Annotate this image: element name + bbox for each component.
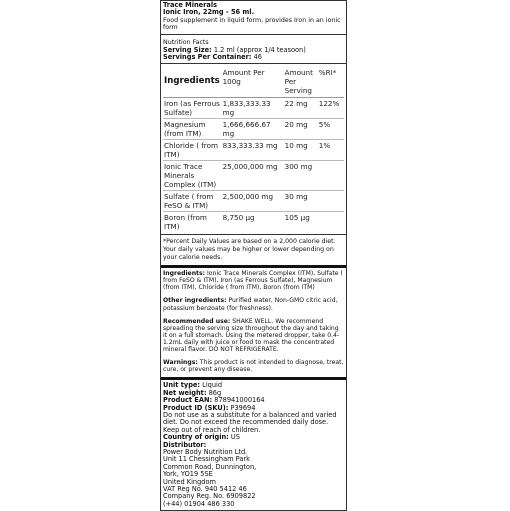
table-cell: Ionic Trace Minerals Complex (ITM): [163, 161, 222, 191]
table-row: [163, 191, 344, 212]
warnings-label: Warnings:: [163, 359, 198, 367]
other-ingredients-paragraph: [163, 297, 344, 311]
table-cell: 1,666,666.67 mg: [222, 119, 284, 140]
table-row: [163, 161, 344, 191]
servings-value: 46: [253, 53, 262, 61]
table-cell: Chloride ( from ITM): [163, 140, 222, 161]
sku-value: P39694: [230, 403, 256, 412]
net-weight-value: 86g: [208, 388, 222, 397]
table-cell: 2,500,000 mg: [222, 191, 284, 212]
table-cell: 300 mg: [284, 161, 318, 191]
other-ingredients-label: Other ingredients:: [163, 297, 227, 305]
servings-label: Servings Per Container:: [163, 53, 252, 61]
distributor-line: Company Reg. No. 6909822: [163, 492, 256, 501]
warnings-text: This product is not intended to diagnose, treat, cure, or prevent any disease.: [163, 359, 344, 374]
table-row: [163, 140, 344, 161]
table-row: [163, 119, 344, 140]
table-cell: 105 µg: [284, 213, 310, 223]
table-row: [163, 98, 344, 119]
table-cell: 25,000,000 mg: [222, 161, 284, 191]
supplement-facts-label: [160, 0, 347, 511]
origin-label: Country of origin:: [163, 433, 229, 442]
table-cell: Iron (as Ferrous Sulfate): [164, 99, 220, 118]
nutrition-table: [163, 67, 344, 232]
daily-value-footnote: *Percent Daily Values are based on a 2,000 calorie diet. Your daily values may be higher or lower depending on your calorie needs.: [163, 238, 336, 261]
servings-per-container: [163, 54, 344, 61]
product-header: [161, 1, 346, 34]
table-cell: 1,833,333.33 mg: [222, 98, 284, 119]
brand-title: Trace Minerals: [163, 1, 218, 9]
column-header: Ingredients: [163, 67, 222, 98]
ean-label: Product EAN:: [163, 396, 213, 405]
product-description: Food supplement in liquid form, provides Iron in an ionic form: [163, 16, 341, 32]
other-ingredients-text: Purified water, Non-GMO citric acid, potassium benzoate (for freshness).: [163, 297, 338, 312]
product-specs: [161, 380, 346, 510]
facts-section: [161, 35, 346, 63]
column-header: %RI*: [318, 67, 344, 98]
table-cell: Sulfate ( from FeSO & ITM): [163, 191, 222, 212]
distributor-line: Power Body Nutrition Ltd.: [163, 447, 248, 456]
column-header: Amount Per 100g: [222, 67, 284, 98]
ingredients-paragraph: [163, 270, 344, 291]
table-cell: 30 mg: [284, 191, 318, 212]
table-cell: 20 mg: [284, 119, 318, 140]
distributor-label: Distributor:: [163, 440, 207, 449]
serving-size-label: Serving Size:: [163, 45, 212, 54]
ean-value: 878941000164: [214, 396, 265, 405]
nutrition-table-section: [161, 64, 346, 234]
table-cell: Boron (from ITM): [164, 213, 207, 232]
table-cell: 1%: [318, 140, 344, 161]
distributor-line: York, YO19 5SE: [163, 470, 213, 479]
ingredients-label: Ingredients:: [163, 270, 206, 278]
usage-warning: Do not use as a substitute for a balanced and varied diet. Do not exceed the recommended daily dose. Keep out of reach of children.: [163, 410, 337, 434]
details-section: [161, 268, 346, 377]
table-header-row: [163, 67, 344, 98]
table-cell: Magnesium (from ITM): [163, 119, 222, 140]
distributor-line: (+44) 01904 486 330: [163, 499, 235, 508]
origin-value: US: [230, 433, 240, 442]
table-cell: 5%: [318, 119, 344, 140]
table-cell: 8,750 µg: [222, 213, 255, 223]
distributor-line: VAT Reg No. 940 5412 46: [163, 485, 247, 493]
table-cell: 10 mg: [284, 140, 318, 161]
recommended-use-label: Recommended use:: [163, 317, 231, 325]
unit-type-value: Liquid: [202, 381, 223, 390]
unit-type-label: Unit type:: [163, 381, 201, 390]
ingredients-text: Ionic Trace Minerals Complex (ITM), Sulfate ( from FeSO & ITM), Iron (as Ferrous Sulfate), Magnesium (from ITM), Chloride ( from ITM), Boron (from ITM): [163, 270, 343, 292]
distributor-line: United Kingdom: [163, 477, 216, 486]
table-cell: [318, 212, 344, 233]
distributor-line: Common Road, Dunnington,: [163, 462, 257, 471]
table-row: [163, 212, 344, 233]
table-cell: [318, 161, 344, 191]
table-cell: 122%: [318, 98, 344, 119]
sku-label: Product ID (SKU):: [163, 403, 229, 412]
recommended-use-paragraph: [163, 318, 344, 353]
serving-size-value: 1.2 ml (approx 1/4 teasoon): [213, 45, 306, 54]
recommended-use-text: SHAKE WELL. We recommend spreading the serving size throughout the day and taking it on a full stomach. Using the metered dropper, take 0.4-1.2mL daily with juice or food to mask the concentrated mineral flavor. DO NOT REFRIGERATE.: [163, 317, 340, 354]
facts-heading: Nutrition Facts: [163, 39, 209, 46]
table-cell: 833,333.33 mg: [222, 140, 284, 161]
product-name: Ionic Iron, 22mg - 56 ml.: [163, 8, 255, 17]
warnings-paragraph: [163, 359, 344, 373]
daily-value-footnote-section: [161, 235, 346, 265]
table-cell: [318, 191, 344, 212]
table-cell: 22 mg: [284, 98, 318, 119]
net-weight-label: Net weight:: [163, 388, 207, 397]
column-header: Amount Per Serving: [284, 67, 318, 98]
distributor-line: Unit 11 Chessingham Park: [163, 455, 250, 464]
